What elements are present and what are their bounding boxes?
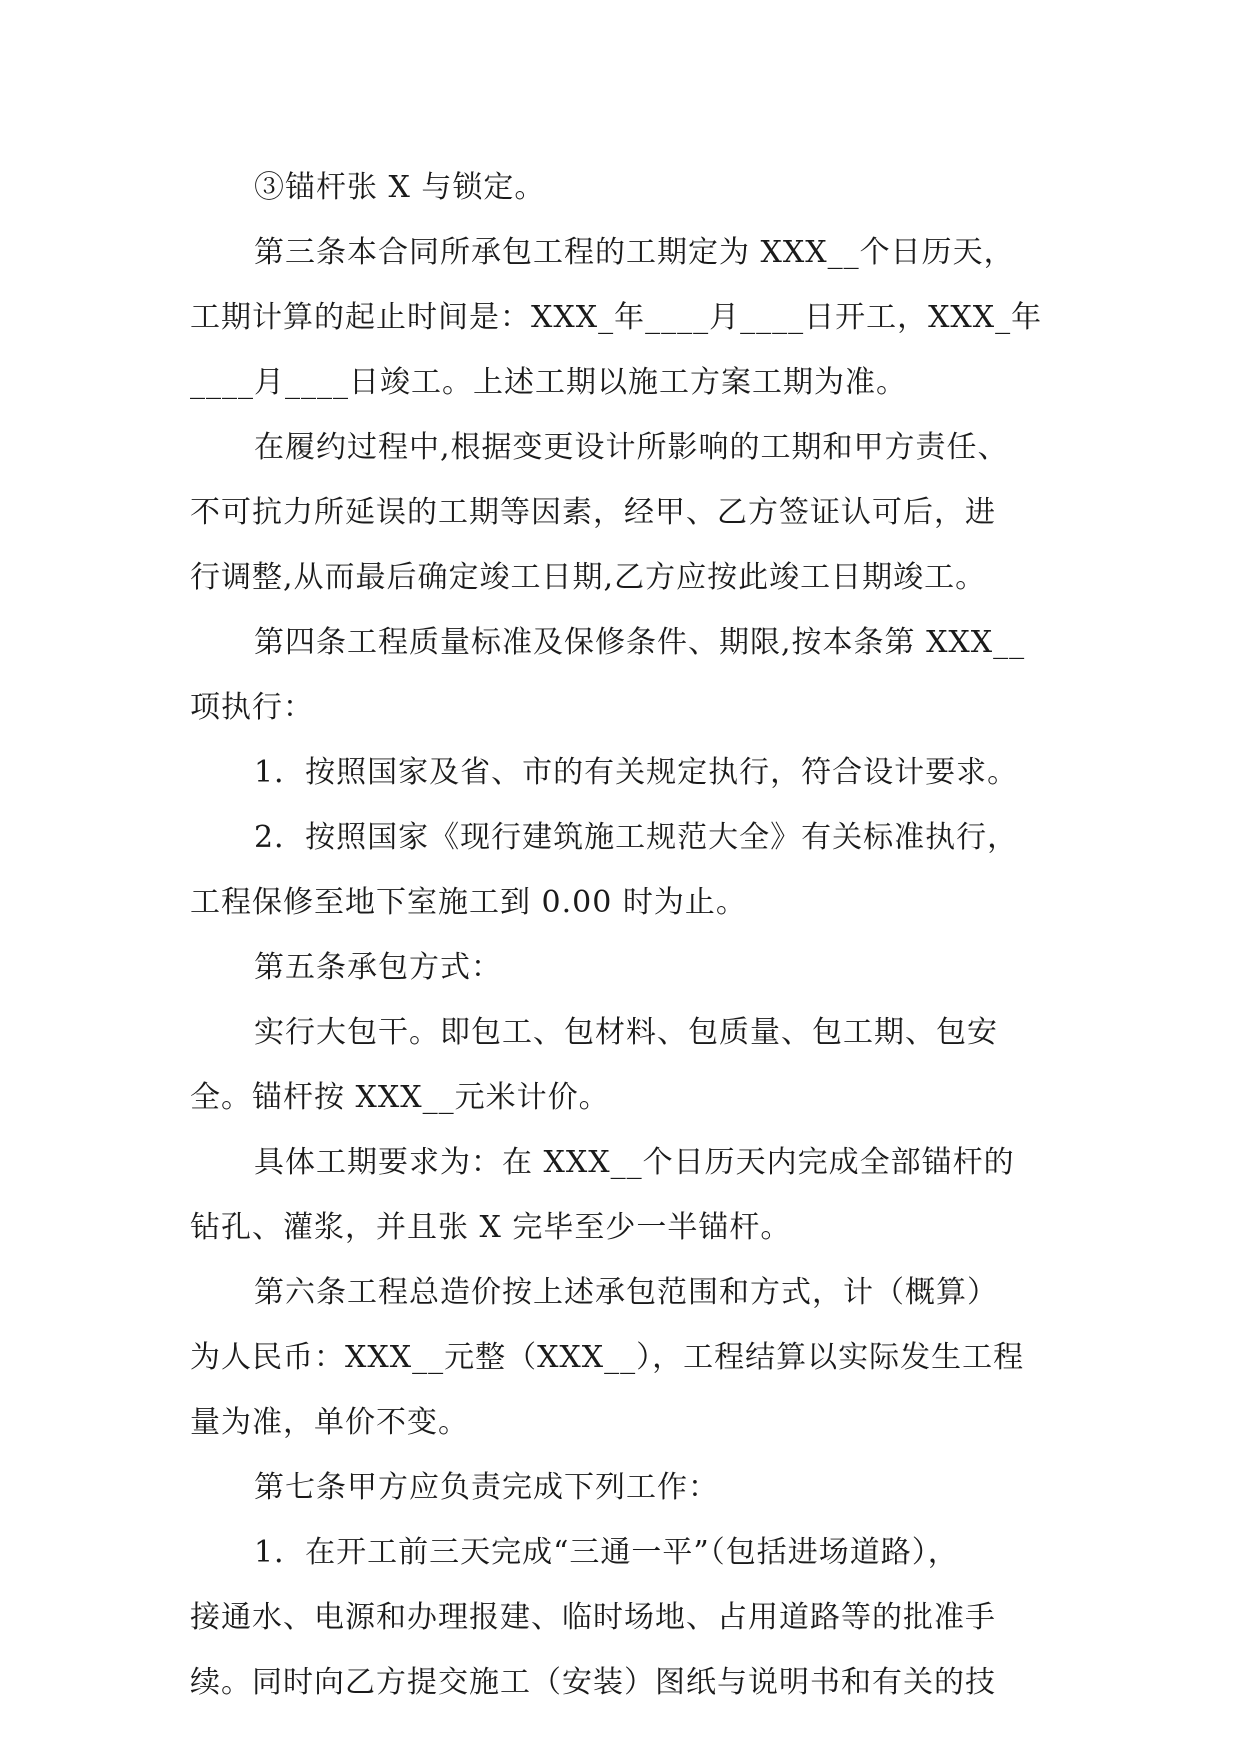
text-line: 项执行： (190, 690, 314, 725)
text-line: 2．按照国家《现行建筑施工规范大全》有关标准执行， (254, 820, 1019, 855)
text-line: 钻孔、灌浆，并且张 X 完毕至少一半锚杆。 (190, 1210, 792, 1245)
text-line: 第四条工程质量标准及保修条件、期限,按本条第 XXX__ (254, 625, 1026, 660)
text-line: 全。锚杆按 XXX__元米计价。 (190, 1080, 610, 1115)
document-body (190, 155, 1050, 1715)
text-line: 具体工期要求为：在 XXX__个日历天内完成全部锚杆的 (254, 1145, 1015, 1180)
text-line: ③锚杆张 X 与锁定。 (254, 170, 546, 205)
text-line: 为人民币：XXX__元整（XXX__），工程结算以实际发生工程 (190, 1340, 1025, 1375)
text-line: 在履约过程中,根据变更设计所影响的工期和甲方责任、 (254, 430, 1009, 465)
text-line: 第六条工程总造价按上述承包范围和方式，计（概算） (254, 1275, 998, 1310)
text-line: 1．按照国家及省、市的有关规定执行，符合设计要求。 (254, 755, 1019, 790)
text-line: 1．在开工前三天完成“三通一平”（包括进场道路）， (254, 1535, 959, 1570)
text-line: ____月____日竣工。上述工期以施工方案工期为准。 (190, 365, 907, 400)
text-line: 第三条本合同所承包工程的工期定为 XXX__个日历天， (254, 235, 1015, 270)
text-line: 接通水、电源和办理报建、临时场地、占用道路等的批准手 (190, 1600, 996, 1635)
text-line: 续。同时向乙方提交施工（安装）图纸与说明书和有关的技 (190, 1665, 996, 1700)
text-line: 量为准，单价不变。 (190, 1405, 469, 1440)
text-line: 实行大包干。即包工、包材料、包质量、包工期、包安 (254, 1015, 998, 1050)
text-line: 第五条承包方式： (254, 950, 502, 985)
text-line: 工程保修至地下室施工到 0.00 时为止。 (190, 885, 747, 920)
text-line: 行调整,从而最后确定竣工日期,乙方应按此竣工日期竣工。 (190, 560, 987, 595)
text-line: 工期计算的起止时间是：XXX_年____月____日开工，XXX_年 (190, 300, 1043, 335)
text-line: 第七条甲方应负责完成下列工作： (254, 1470, 719, 1505)
text-line: 不可抗力所延误的工期等因素，经甲、乙方签证认可后，进 (190, 495, 996, 530)
